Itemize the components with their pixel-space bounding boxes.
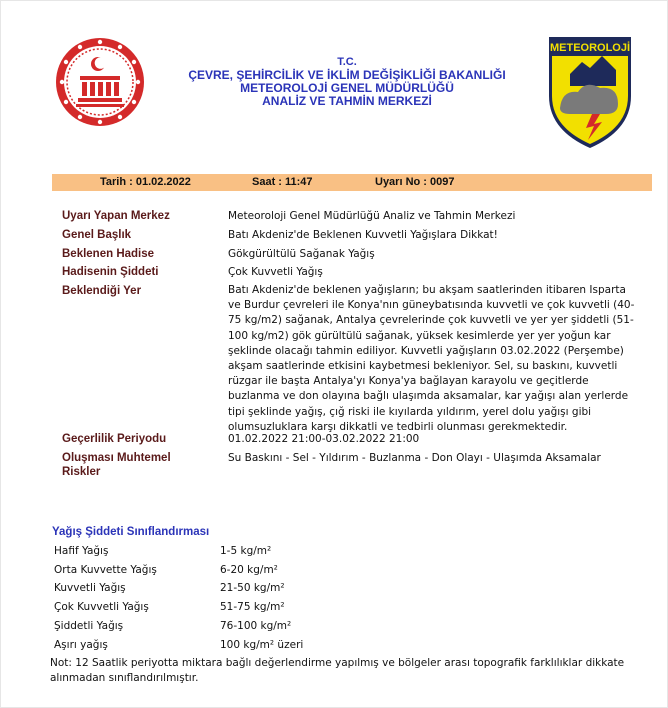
note-line: alınmadan sınıflandırılmıştır. — [50, 672, 199, 684]
class-label: Aşırı yağış — [54, 639, 108, 651]
issuer-value: Meteoroloji Genel Müdürlüğü Analiz ve Tahmin Merkezi — [228, 210, 516, 222]
note-line: Not: 12 Saatlik periyotta miktara bağlı değerlendirme yapılmış ve bölgeler arası topografik farklılıklar dikkate — [50, 657, 625, 669]
time-text: Saat : 11:47 — [252, 176, 313, 188]
location-line: tipi şeklinde yağış, çığ riski ile kıyılarda yıldırım, yerel dolu yağışı gibi — [228, 405, 592, 418]
location-line: olumsuzluklara karşı dikkatli ve tedbirli olunması gerekmektedir. — [228, 420, 568, 433]
issuer-label: Uyarı Yapan Merkez — [62, 210, 170, 222]
header-center: ANALİZ VE TAHMİN MERKEZİ — [262, 94, 432, 108]
general-title-value: Batı Akdeniz'de Beklenen Kuvvetli Yağışlara Dikkat! — [228, 229, 498, 241]
logo-text: METEOROLOJİ — [549, 42, 631, 54]
header-tc: T.C. — [337, 56, 357, 68]
class-value: 76-100 kg/m² — [220, 620, 292, 632]
location-label: Beklendiği Yer — [62, 285, 142, 297]
risks-value: Su Baskını - Sel - Yıldırım - Buzlanma - Don Olayı - Ulaşımda Aksamalar — [228, 452, 601, 464]
header-ministry: ÇEVRE, ŞEHİRCİLİK VE İKLİM DEĞİŞİKLİĞİ BAKANLIĞI — [188, 68, 506, 82]
class-value: 21-50 kg/m² — [220, 582, 285, 594]
warning-number-text: Uyarı No : 0097 — [375, 176, 455, 188]
meteoroloji-shield-icon — [546, 34, 634, 150]
location-line: akşam saatlerinde etkisini kaybetmesi bekleniyor. Sel, su baskını, kuvvetli — [228, 360, 618, 373]
class-value: 6-20 kg/m² — [220, 564, 278, 576]
validity-label: Geçerlilik Periyodu — [62, 433, 167, 445]
class-label: Hafif Yağış — [54, 545, 109, 557]
date-text: Tarih : 01.02.2022 — [100, 176, 191, 188]
general-title-label: Genel Başlık — [62, 229, 132, 241]
class-value: 51-75 kg/m² — [220, 601, 285, 613]
validity-value: 01.02.2022 21:00-03.02.2022 21:00 — [228, 433, 420, 445]
risks-label-line2: Riskler — [62, 466, 101, 478]
class-label: Orta Kuvvette Yağış — [54, 564, 157, 576]
class-value: 1-5 kg/m² — [220, 545, 272, 557]
class-label: Şiddetli Yağış — [54, 620, 124, 632]
class-label: Kuvvetli Yağış — [54, 582, 126, 594]
ministry-seal-icon — [54, 36, 146, 128]
class-label: Çok Kuvvetli Yağış — [54, 601, 149, 613]
severity-label: Hadisenin Şiddeti — [62, 266, 159, 278]
class-value: 100 kg/m² üzeri — [220, 639, 304, 651]
expected-event-label: Beklenen Hadise — [62, 248, 155, 260]
location-line: 100 kg/m2) gök gürültülü sağanak, yüksek kesimlerde yer yer yoğun kar — [228, 329, 611, 342]
expected-event-value: Gökgürültülü Sağanak Yağış — [228, 248, 375, 260]
risks-label-line1: Oluşması Muhtemel — [62, 452, 171, 464]
location-line: Batı Akdeniz'de beklenen yağışların; bu akşam saatlerinden itibaren Isparta — [228, 284, 626, 296]
classification-title: Yağış Şiddeti Sınıflandırması — [52, 526, 210, 538]
location-line: 75 kg/m2) sağanak, Antalya çevrelerinde çok kuvvetli ve yer yer şiddetli (51- — [228, 314, 634, 327]
location-line: buzlanma ve don olayına bağlı ulaşımda aksamalar, kar yağışı alan yerlerde — [228, 390, 629, 403]
location-line: ve Burdur çevreleri ile Konya'nın güneybatısında kuvvetli ve çok kuvvetli (40- — [228, 299, 635, 312]
header-title-block — [150, 56, 544, 108]
info-bar — [52, 174, 652, 191]
severity-value: Çok Kuvvetli Yağış — [228, 266, 323, 278]
classification-note — [50, 656, 650, 686]
header-directorate: METEOROLOJİ GENEL MÜDÜRLÜĞÜ — [240, 81, 454, 95]
location-line: rüzgar ile başta Antalya'yı Konya'ya bağlayan karayolu ve geçitlerde — [228, 375, 589, 388]
location-description — [228, 283, 638, 435]
location-line: şeklinde olacağı tahmin ediliyor. Kuvvetli yağışların 03.02.2022 (Perşembe) — [228, 344, 624, 357]
